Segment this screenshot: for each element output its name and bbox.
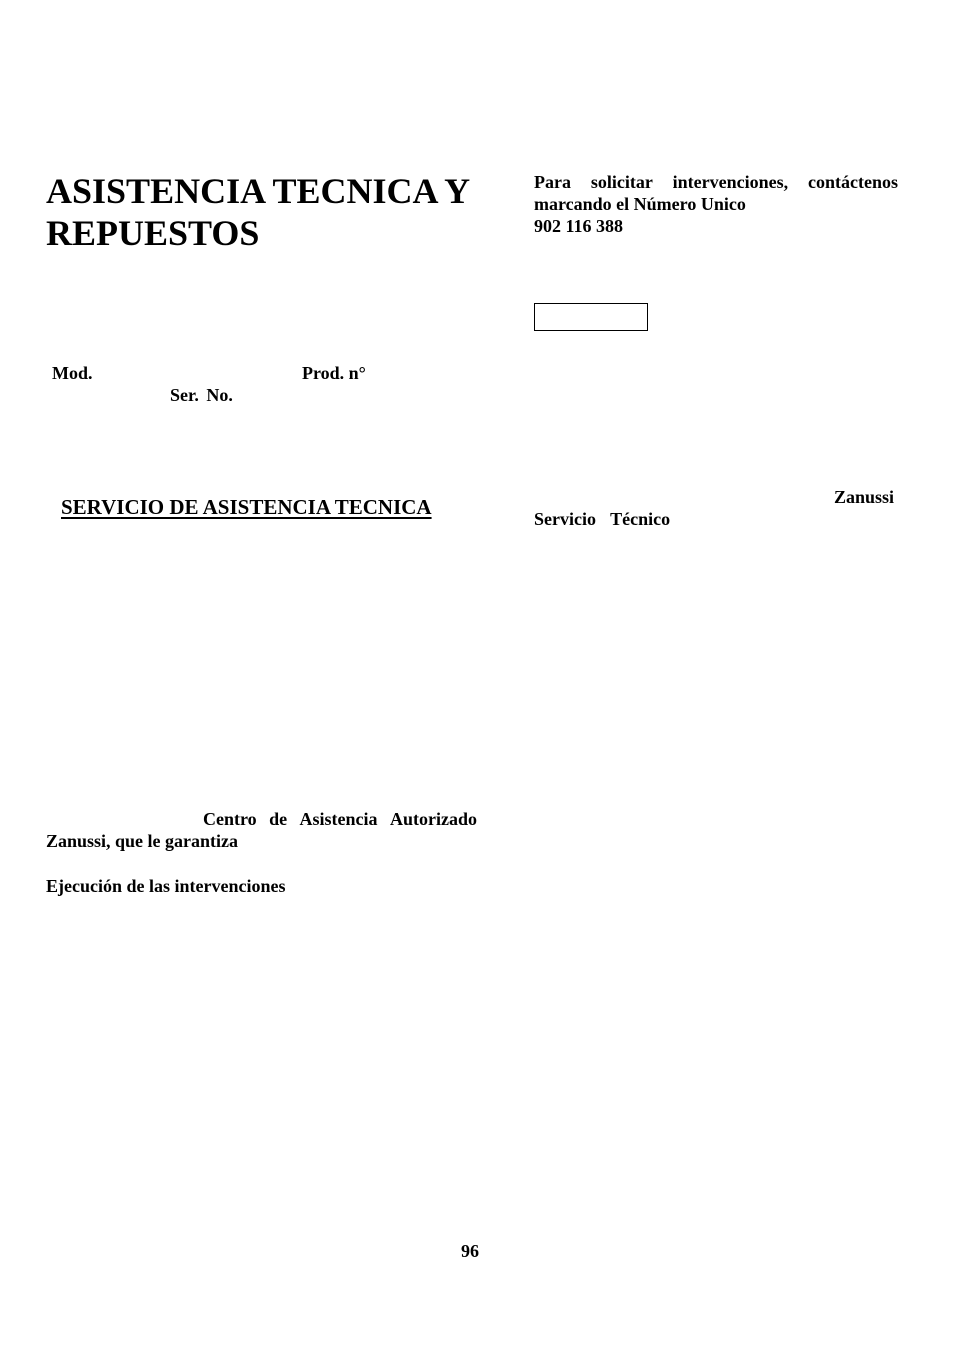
servicio-word: Técnico xyxy=(610,509,671,529)
contact-line-2: marcando el Número Unico xyxy=(534,194,746,214)
center-word: de xyxy=(269,809,288,829)
ser-label: Ser. No. xyxy=(170,385,233,405)
empty-box-field xyxy=(534,303,648,331)
page-title-line-1: ASISTENCIA TECNICA Y xyxy=(46,171,471,211)
prod-label: Prod. n° xyxy=(302,363,366,383)
contact-word: contáctenos xyxy=(807,172,898,192)
contact-word: solicitar xyxy=(590,172,653,192)
phone-number: 902 116 388 xyxy=(534,216,624,236)
page-number: 96 xyxy=(461,1241,479,1261)
contact-word: intervenciones, xyxy=(672,172,789,192)
execution-line: Ejecución de las intervenciones xyxy=(46,876,286,896)
center-line-2: Zanussi, que le garantiza xyxy=(46,831,239,851)
contact-word: Para xyxy=(534,172,571,192)
center-word: Centro xyxy=(203,809,257,829)
zanussi-label: Zanussi xyxy=(834,487,895,507)
center-word: Asistencia xyxy=(299,809,378,829)
page-title-line-2: REPUESTOS xyxy=(46,213,260,253)
service-heading: SERVICIO DE ASISTENCIA TECNICA xyxy=(61,495,432,519)
mod-label: Mod. xyxy=(52,363,93,383)
center-line-1 xyxy=(203,808,477,830)
servicio-word: Servicio xyxy=(534,509,596,529)
center-word: Autorizado xyxy=(389,809,477,829)
servicio-tecnico-line xyxy=(534,508,670,530)
contact-line-1 xyxy=(534,171,898,193)
